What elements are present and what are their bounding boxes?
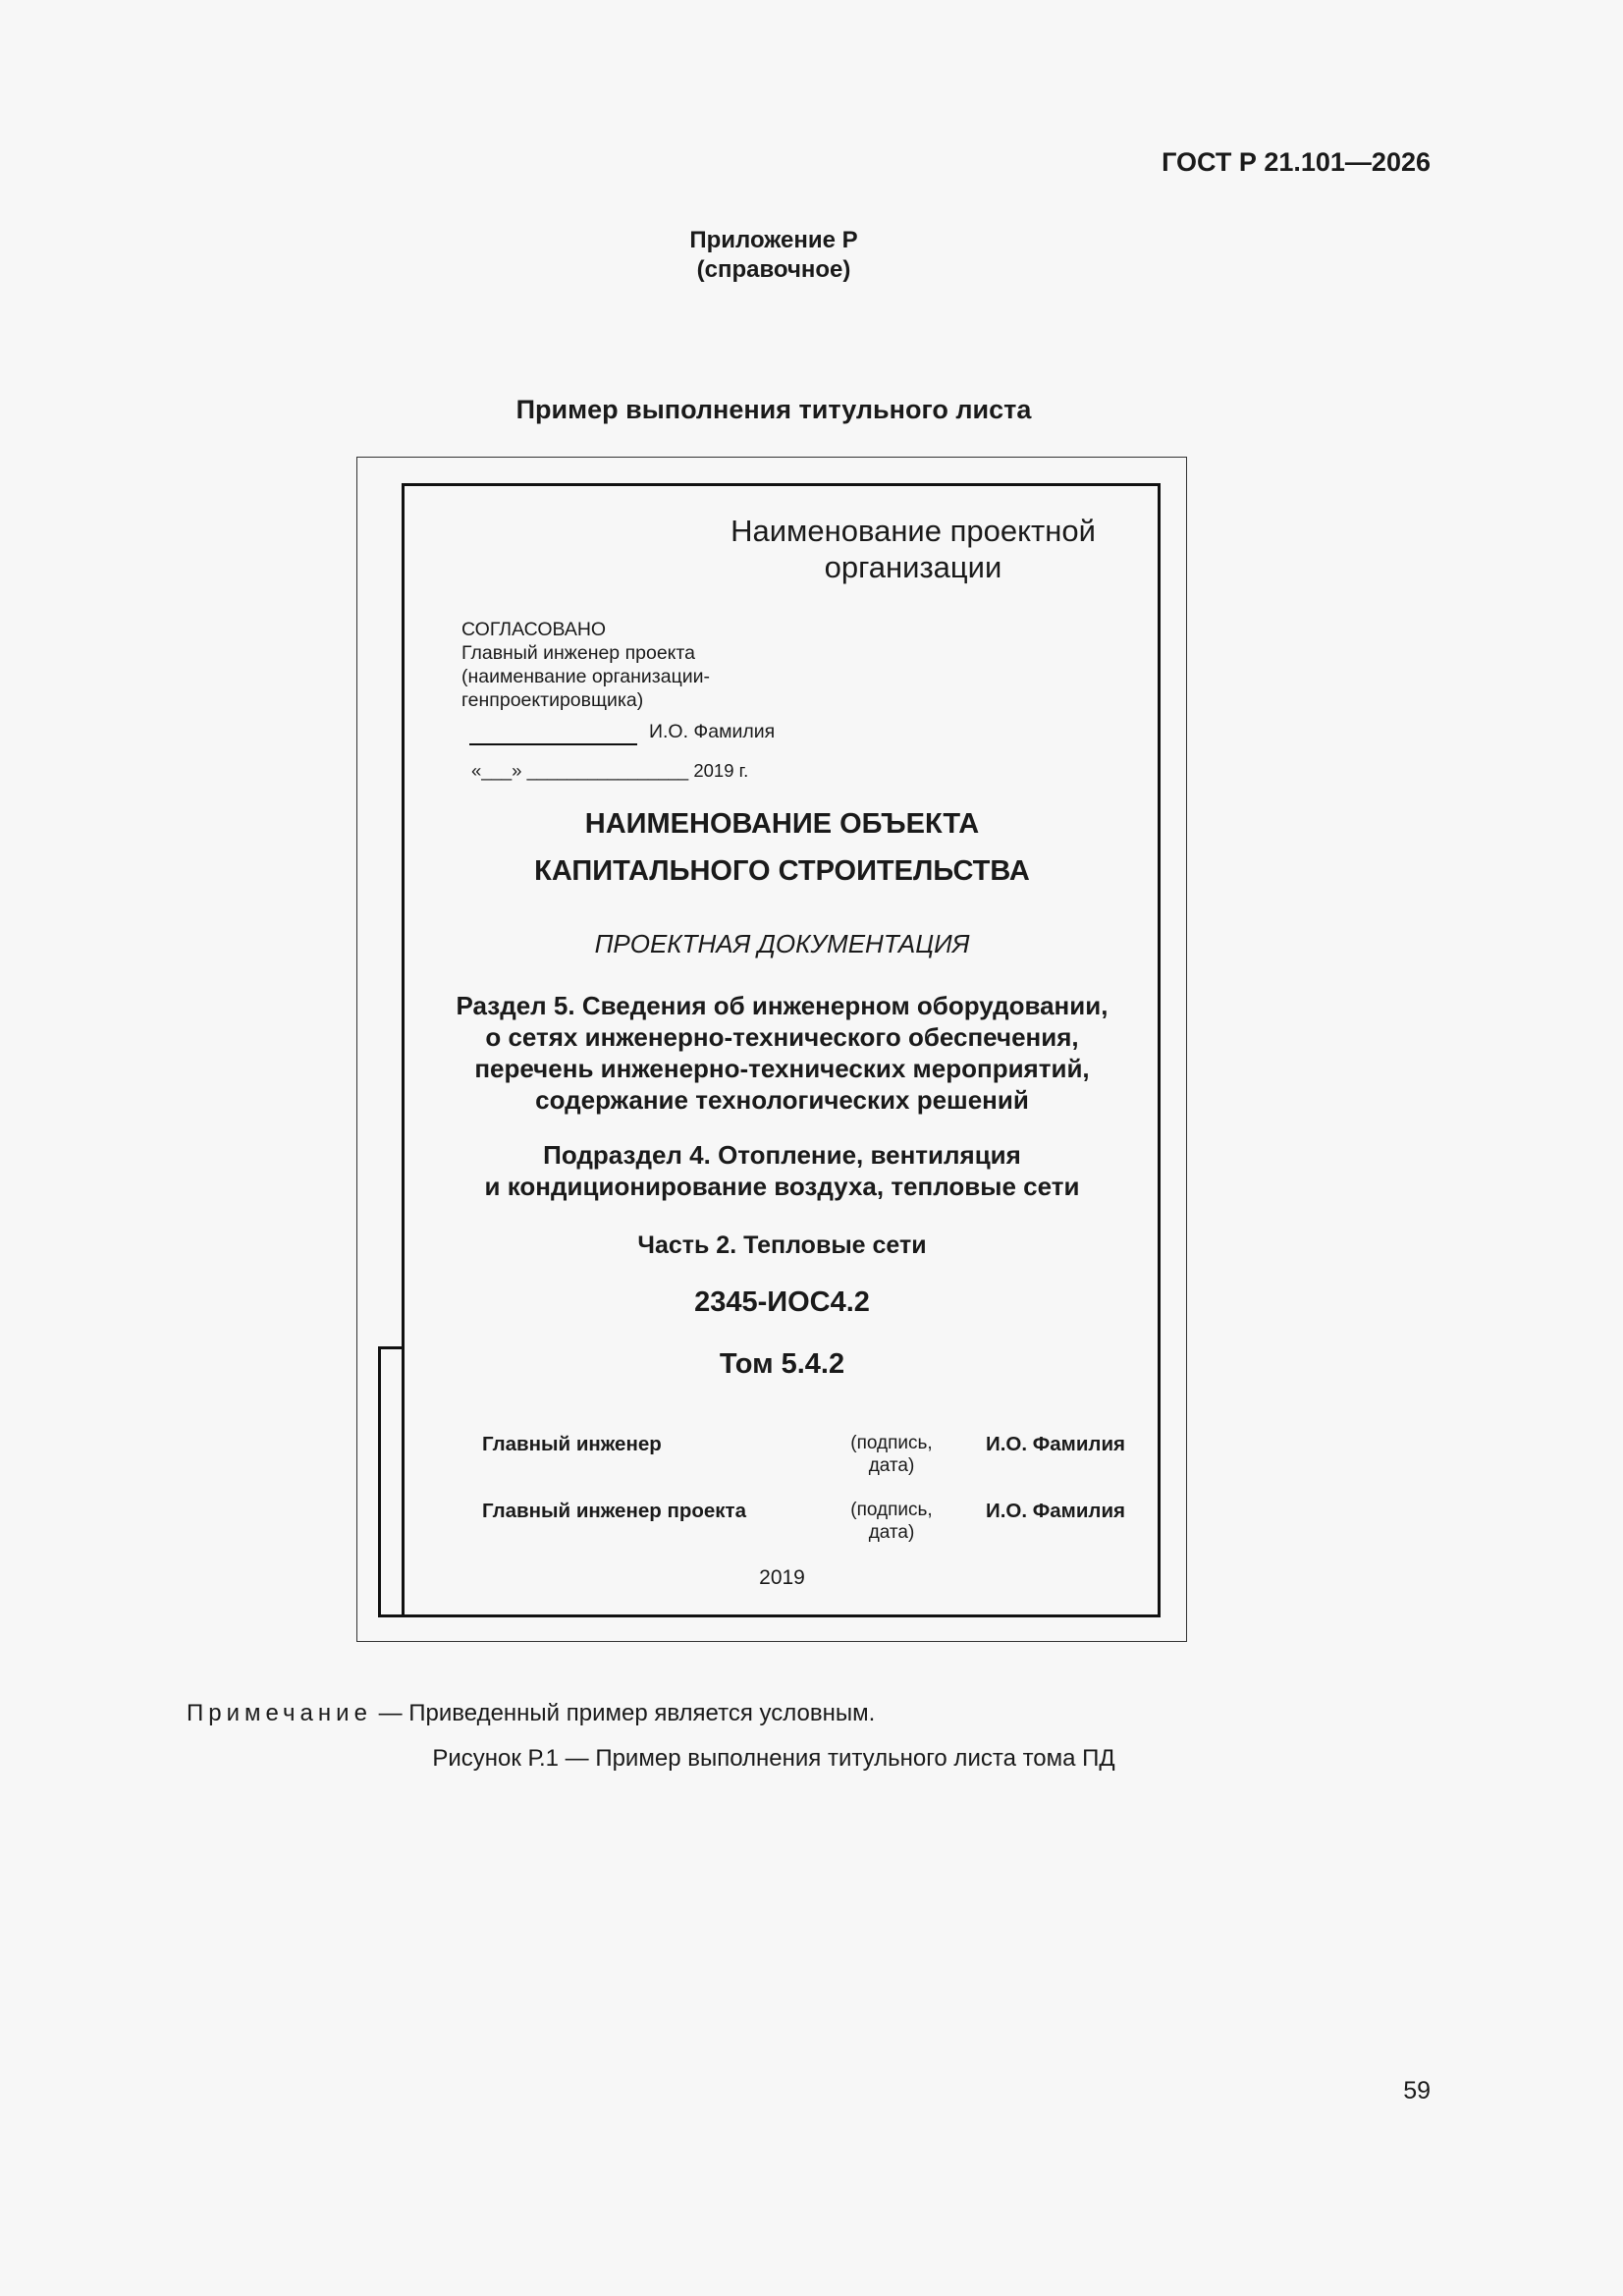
document-designation: 2345-ИОС4.2 xyxy=(694,1286,870,1318)
signature-role: Главный инженер xyxy=(482,1433,662,1455)
note-label: Примечание xyxy=(187,1700,372,1726)
document-type: ПРОЕКТНАЯ ДОКУМЕНТАЦИЯ xyxy=(594,929,970,958)
subsection-line2: и кондиционирование воздуха, тепловые сети xyxy=(484,1172,1080,1201)
note-text: — Приведенный пример является условным. xyxy=(371,1700,876,1726)
signature-name: И.О. Фамилия xyxy=(986,1433,1126,1455)
figure-note xyxy=(187,1700,875,1727)
agreed-name: И.О. Фамилия xyxy=(649,721,776,742)
signature-line xyxy=(469,743,637,745)
figure-caption: Рисунок Р.1 — Пример выполнения титульного листа тома ПД xyxy=(432,1745,1115,1772)
signature-note xyxy=(842,1432,941,1477)
organization-name-line1: Наименование проектной xyxy=(730,514,1096,548)
agreed-stamp: СОГЛАСОВАНО xyxy=(461,619,607,640)
section-line1: Раздел 5. Сведения об инженерном оборудовании, xyxy=(456,991,1109,1020)
agreed-role: Главный инженер проекта xyxy=(461,642,695,664)
organization-name xyxy=(707,513,1119,585)
appendix-title: Приложение Р xyxy=(689,227,858,253)
organization-name-line2: организации xyxy=(824,550,1002,584)
figure-heading: Пример выполнения титульного листа xyxy=(515,395,1032,424)
subsection-line1: Подраздел 4. Отопление, вентиляция xyxy=(543,1140,1021,1170)
appendix-type: (справочное) xyxy=(696,256,851,283)
signature-note-line2: дата) xyxy=(868,1522,915,1543)
agreed-org-line2: генпроектировщика) xyxy=(461,689,644,711)
appendix-heading xyxy=(0,226,1547,285)
signature-role: Главный инженер проекта xyxy=(482,1500,746,1522)
page-number: 59 xyxy=(1403,2077,1431,2105)
signature-name: И.О. Фамилия xyxy=(986,1500,1126,1522)
section-line4: содержание технологических решений xyxy=(535,1085,1029,1115)
document-code: ГОСТ Р 21.101—2026 xyxy=(1162,147,1431,177)
title-sheet-year: 2019 xyxy=(759,1566,805,1589)
signature-note xyxy=(842,1499,941,1544)
part-title: Часть 2. Тепловые сети xyxy=(637,1231,927,1259)
signature-note-line1: (подпись, xyxy=(850,1500,933,1520)
object-name-line1: НАИМЕНОВАНИЕ ОБЪЕКТА xyxy=(584,808,980,840)
agreed-date: «___» ________________ 2019 г. xyxy=(471,760,749,781)
binding-strip xyxy=(378,1346,405,1617)
section-line2: о сетях инженерно-технического обеспечения, xyxy=(485,1022,1079,1052)
volume-number: Том 5.4.2 xyxy=(719,1348,845,1380)
object-name-line2: КАПИТАЛЬНОГО СТРОИТЕЛЬСТВА xyxy=(534,855,1030,887)
signature-note-line2: дата) xyxy=(868,1455,915,1476)
signature-note-line1: (подпись, xyxy=(850,1433,933,1453)
section-line3: перечень инженерно-технических мероприятий, xyxy=(474,1054,1090,1083)
agreed-org-line1: (наименвание организации- xyxy=(461,666,711,687)
